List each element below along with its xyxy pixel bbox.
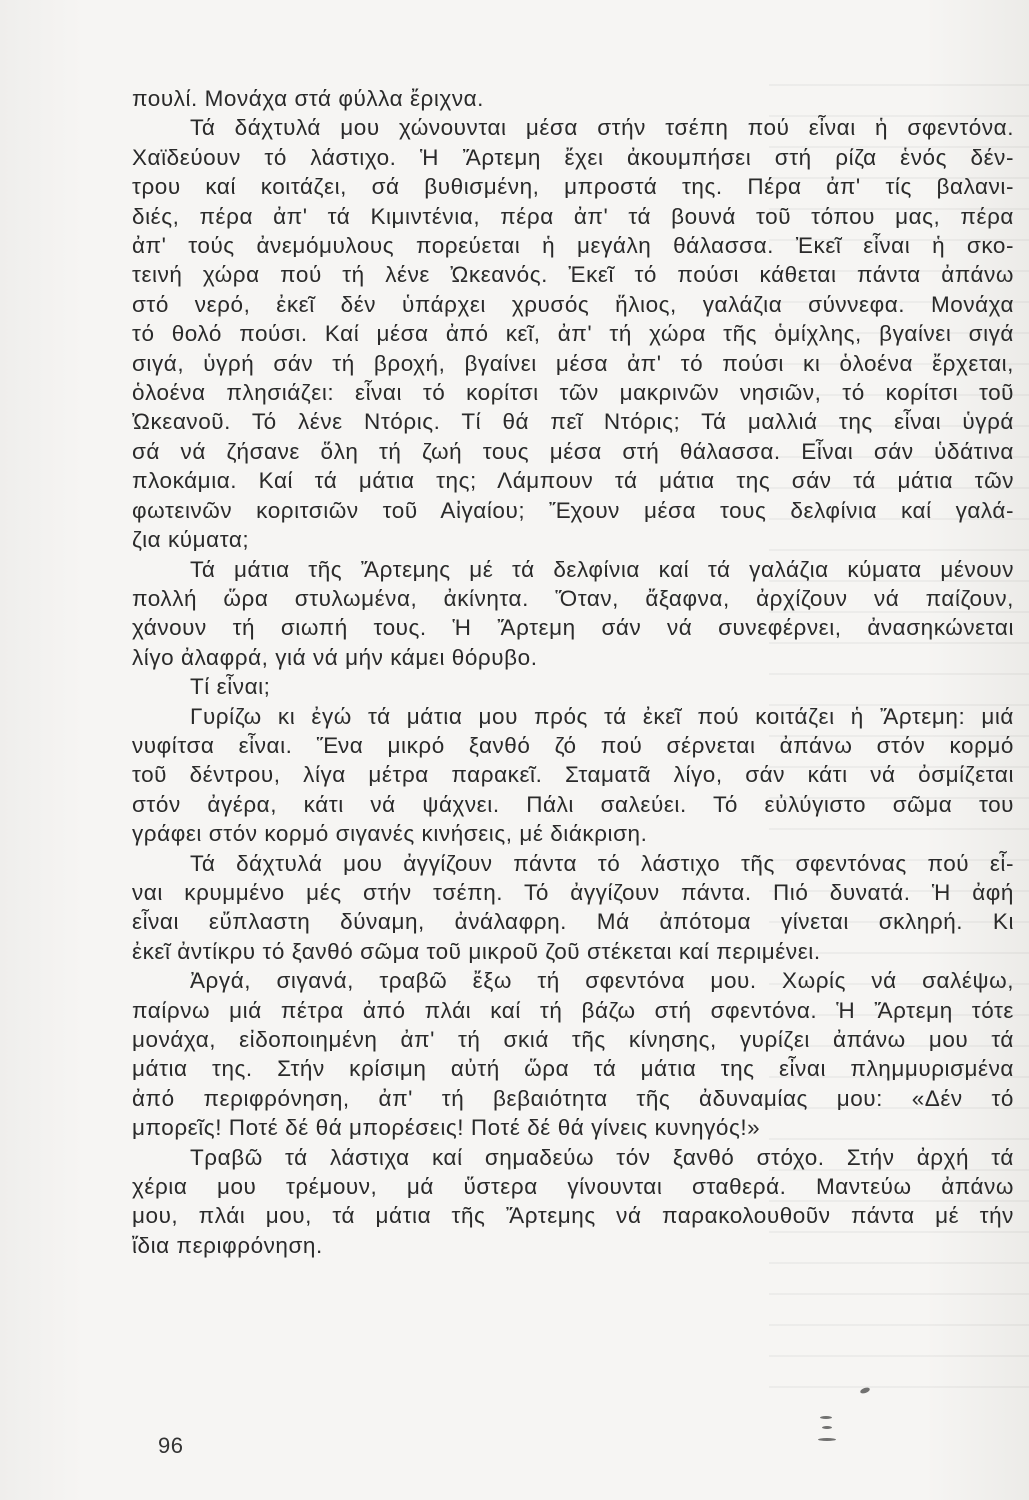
text-line: μπορεῖς! Ποτέ δέ θά μπορέσεις! Ποτέ δέ θά γίνεις κυνηγός!» bbox=[132, 1115, 761, 1141]
text-line: πουλί. Μονάχα στά φύλλα ἔριχνα. bbox=[132, 86, 484, 111]
text-line: λίγο ἀλαφρά, γιά νά μήν κάμει θόρυβο. bbox=[132, 644, 538, 670]
text-line: Τά μάτια τῆς Ἄρτεμης μέ τά δελφίνια καί τά γαλάζια κύματα μένουν bbox=[190, 556, 1014, 582]
ink-mark bbox=[818, 1438, 836, 1441]
text-line: χέρια μου τρέμουν, μά ὕστερα γίνουνται σταθερά. Μαντεύω ἀπάνω bbox=[132, 1174, 1014, 1200]
text-line: ναι κρυμμένο μές στήν τσέπη. Τό ἀγγίζουν πάντα. Πιό δυνατά. Ἡ ἀφή bbox=[132, 879, 1014, 905]
text-line: ζια κύματα; bbox=[132, 527, 250, 553]
text-line: μάτια της. Στήν κρίσιμη αὐτή ὥρα τά μάτια της εἶναι πλημμυρισμένα bbox=[132, 1056, 1014, 1082]
ink-mark bbox=[822, 1426, 832, 1429]
text-line: διές, πέρα ἀπ' τά Κιμιντένια, πέρα ἀπ' τά βουνά τοῦ τόπου μας, πέρα bbox=[132, 203, 1014, 229]
text-line: Χαϊδεύουν τό λάστιχο. Ἡ Ἄρτεμη ἔχει ἀκουμπήσει στή ρίζα ἑνός δέν- bbox=[132, 144, 1014, 170]
text-line: ἐκεῖ ἀντίκρυ τό ξανθό σῶμα τοῦ μικροῦ ζοῦ στέκεται καί περιμένει. bbox=[132, 938, 821, 964]
text-line: Ἀργά, σιγανά, τραβῶ ἔξω τή σφεντόνα μου. Χωρίς νά σαλέψω, bbox=[190, 968, 1014, 994]
text-line: σιγά, ὑγρή σάν τή βροχή, βγαίνει μέσα ἀπ' τό πούσι κι ὁλοένα ἔρχεται, bbox=[132, 350, 1014, 376]
text-line: παίρνω μιά πέτρα ἀπό πλάι καί τή βάζω στή σφεντόνα. Ἡ Ἄρτεμη τότε bbox=[132, 997, 1014, 1023]
text-line: στό νερό, ἐκεῖ δέν ὑπάρχει χρυσός ἥλιος, γαλάζια σύννεφα. Μονάχα bbox=[132, 291, 1014, 317]
text-line: γράφει στόν κορμό σιγανές κινήσεις, μέ διάκριση. bbox=[132, 821, 648, 847]
text-line: ὁλοένα πλησιάζει: εἶναι τό κορίτσι τῶν μακρινῶν νησιῶν, τό κορίτσι τοῦ bbox=[132, 380, 1014, 406]
body-text bbox=[132, 84, 1014, 1260]
text-line: Ὠκεανοῦ. Τό λένε Ντόρις. Τί θά πεῖ Ντόρις; Τά μαλλιά της εἶναι ὑγρά bbox=[132, 409, 1014, 435]
text-line: ἀπ' τούς ἀνεμόμυλους πορεύεται ἡ μεγάλη θάλασσα. Ἐκεῖ εἶναι ἡ σκο- bbox=[132, 233, 1014, 259]
text-line: Γυρίζω κι ἐγώ τά μάτια μου πρός τά ἐκεῖ πού κοιτάζει ἡ Ἄρτεμη: μιά bbox=[190, 703, 1014, 729]
text-line: τρου καί κοιτάζει, σά βυθισμένη, μπροστά της. Πέρα ἀπ' τίς βαλανι- bbox=[132, 174, 1014, 200]
text-line: πολλή ὥρα στυλωμένα, ἀκίνητα. Ὅταν, ἄξαφνα, ἀρχίζουν νά παίζουν, bbox=[132, 585, 1014, 611]
text-line: φωτεινῶν κοριτσιῶν τοῦ Αἰγαίου; Ἔχουν μέσα τους δελφίνια καί γαλά- bbox=[132, 497, 1014, 523]
ink-mark bbox=[820, 1416, 832, 1419]
text-line: νυφίτσα εἶναι. Ἕνα μικρό ξανθό ζό πού σέρνεται ἀπάνω στόν κορμό bbox=[132, 732, 1014, 758]
text-line: εἶναι εὔπλαστη δύναμη, ἀνάλαφρη. Μά ἀπότομα γίνεται σκληρή. Κι bbox=[132, 909, 1014, 935]
text-line: στόν ἀγέρα, κάτι νά ψάχνει. Πάλι σαλεύει. Τό εὐλύγιστο σῶμα του bbox=[132, 791, 1014, 817]
text-line: Τί εἶναι; bbox=[190, 674, 271, 700]
text-line: Τά δάχτυλά μου ἀγγίζουν πάντα τό λάστιχο τῆς σφεντόνας πού εἶ- bbox=[190, 850, 1014, 876]
text-line: Τά δάχτυλά μου χώνουνται μέσα στήν τσέπη πού εἶναι ἡ σφεντόνα. bbox=[190, 115, 1014, 141]
text-line: πλοκάμια. Καί τά μάτια της; Λάμπουν τά μάτια της σάν τά μάτια τῶν bbox=[132, 468, 1014, 494]
text-line: ἴδια περιφρόνηση. bbox=[132, 1232, 323, 1258]
text-line: τό θολό πούσι. Καί μέσα ἀπό κεῖ, ἀπ' τή χώρα τῆς ὁμίχλης, βγαίνει σιγά bbox=[132, 321, 1014, 347]
text-line: ἀπό περιφρόνηση, ἀπ' τή βεβαιότητα τῆς ἀδυναμίας μου: «Δέν τό bbox=[132, 1085, 1014, 1111]
text-line: τοῦ δέντρου, λίγα μέτρα παρακεῖ. Σταματᾶ λίγο, σάν κάτι νά ὀσμίζεται bbox=[132, 762, 1014, 788]
text-line: σά νά ζήσανε ὅλη τή ζωή τους μέσα στή θάλασσα. Εἶναι σάν ὑδάτινα bbox=[132, 438, 1014, 464]
text-line: τεινή χώρα πού τή λένε Ὠκεανός. Ἐκεῖ τό πούσι κάθεται πάντα ἀπάνω bbox=[132, 262, 1014, 288]
page-number: 96 bbox=[158, 1433, 184, 1458]
text-line: Τραβῶ τά λάστιχα καί σημαδεύω τόν ξανθό στόχο. Στήν ἀρχή τά bbox=[190, 1144, 1014, 1170]
text-line: μονάχα, εἰδοποιημένη ἀπ' τή σκιά τῆς κίνησης, γυρίζει ἀπάνω μου τά bbox=[132, 1027, 1014, 1052]
text-line: μου, πλάι μου, τά μάτια τῆς Ἄρτεμης νά παρακολουθοῦν πάντα μέ τήν bbox=[132, 1203, 1014, 1229]
text-line: χάνουν τή σιωπή τους. Ἡ Ἄρτεμη σάν νά συνεφέρνει, ἀνασηκώνεται bbox=[132, 615, 1014, 641]
